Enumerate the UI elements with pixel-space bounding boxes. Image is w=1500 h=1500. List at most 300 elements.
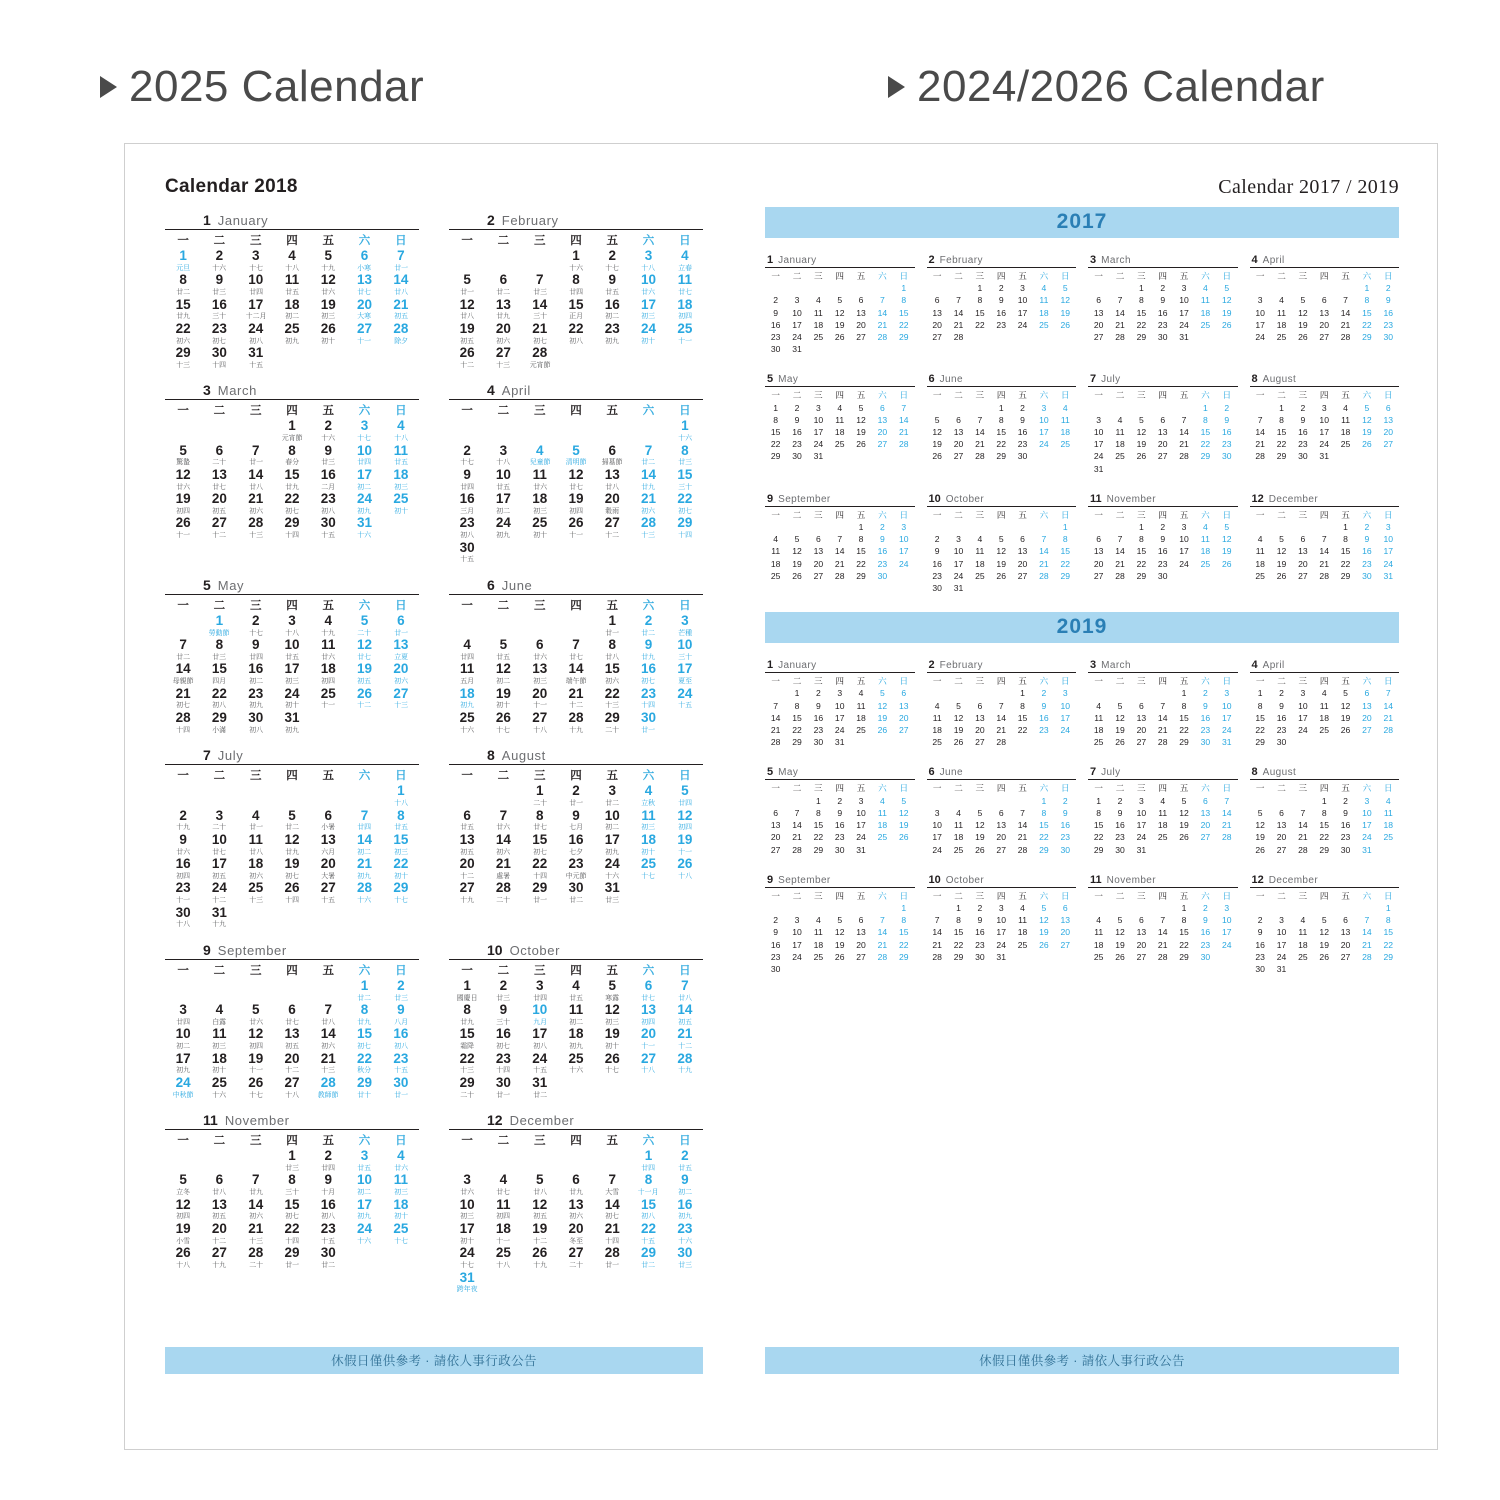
day-cell[interactable]: 7	[880, 915, 885, 926]
day-cell[interactable]: 5	[934, 414, 940, 425]
day-cell[interactable]: 30	[813, 737, 824, 748]
day-cell[interactable]: 25	[1115, 451, 1125, 462]
day-cell[interactable]: 3	[1224, 688, 1230, 699]
day-cell[interactable]	[808, 902, 829, 914]
day-cell[interactable]: 10	[604, 807, 620, 823]
day-cell[interactable]: 16	[1157, 546, 1168, 557]
day-cell[interactable]: 7	[1041, 534, 1047, 545]
day-cell[interactable]: 26	[568, 515, 584, 531]
day-cell[interactable]: 1	[901, 283, 907, 294]
day-cell[interactable]: 9	[1257, 927, 1263, 938]
day-cell[interactable]: 21	[834, 558, 845, 569]
day-cell[interactable]: 6	[998, 807, 1004, 818]
day-cell[interactable]: 18	[813, 939, 824, 950]
day-cell[interactable]: 31	[813, 451, 824, 462]
day-cell[interactable]: 1	[1364, 283, 1370, 294]
day-cell[interactable]	[1055, 582, 1076, 594]
day-cell[interactable]: 28	[1179, 451, 1189, 462]
day-cell[interactable]: 13	[856, 307, 866, 318]
day-cell[interactable]: 9	[934, 546, 940, 557]
day-cell[interactable]: 6	[572, 1172, 580, 1188]
day-cell[interactable]: 19	[1179, 820, 1189, 831]
day-cell[interactable]: 25	[856, 725, 866, 736]
day-cell[interactable]: 7	[1343, 295, 1348, 306]
day-cell[interactable]: 19	[996, 558, 1006, 569]
day-cell[interactable]: 12	[1136, 427, 1147, 438]
day-cell[interactable]: 6	[1321, 295, 1327, 306]
day-cell[interactable]: 20	[975, 725, 985, 736]
day-cell[interactable]: 24	[1017, 319, 1028, 330]
day-cell[interactable]: 8	[794, 700, 800, 711]
day-cell[interactable]: 3	[1041, 402, 1047, 413]
day-cell[interactable]: 24	[1060, 725, 1071, 736]
day-cell[interactable]: 10	[495, 466, 511, 482]
day-cell[interactable]: 24	[1276, 951, 1287, 962]
day-cell[interactable]: 5	[956, 700, 961, 711]
day-cell[interactable]: 29	[856, 570, 866, 581]
day-cell[interactable]: 14	[1362, 927, 1372, 938]
day-cell[interactable]: 30	[393, 1074, 409, 1090]
day-cell[interactable]: 28	[1319, 570, 1329, 581]
day-cell[interactable]: 24	[834, 725, 845, 736]
day-cell[interactable]: 31	[792, 344, 802, 355]
day-cell[interactable]: 1	[998, 402, 1004, 413]
day-cell[interactable]	[872, 282, 893, 294]
day-cell[interactable]: 24	[899, 558, 909, 569]
day-cell[interactable]: 11	[1277, 307, 1286, 318]
day-cell[interactable]: 15	[459, 1026, 475, 1042]
day-cell[interactable]: 8	[1321, 807, 1327, 818]
day-cell[interactable]: 4	[880, 795, 885, 806]
day-cell[interactable]: 28	[568, 709, 584, 725]
day-cell[interactable]: 25	[641, 856, 657, 872]
day-cell[interactable]	[1055, 450, 1076, 462]
day-cell[interactable]: 17	[1383, 546, 1394, 557]
day-cell[interactable]: 23	[320, 1220, 336, 1236]
day-cell[interactable]	[201, 1149, 237, 1163]
day-cell[interactable]	[1335, 963, 1356, 975]
day-cell[interactable]	[927, 902, 948, 914]
day-cell[interactable]: 1	[815, 795, 821, 806]
day-cell[interactable]: 6	[1203, 795, 1208, 806]
day-cell[interactable]	[1109, 402, 1130, 414]
day-cell[interactable]: 30	[1200, 737, 1211, 748]
day-cell[interactable]: 21	[320, 1050, 336, 1066]
day-cell[interactable]	[1314, 902, 1335, 914]
day-cell[interactable]	[829, 902, 850, 914]
day-cell[interactable]: 26	[175, 515, 191, 531]
day-cell[interactable]: 1	[1096, 795, 1102, 806]
day-cell[interactable]	[829, 450, 850, 462]
day-cell[interactable]: 29	[1136, 332, 1147, 343]
day-cell[interactable]: 13	[320, 831, 336, 847]
day-cell[interactable]: 18	[1383, 820, 1394, 831]
day-cell[interactable]: 2	[324, 418, 333, 434]
day-cell[interactable]	[1173, 402, 1194, 414]
day-cell[interactable]: 12	[495, 661, 511, 677]
day-cell[interactable]: 13	[393, 637, 409, 653]
day-cell[interactable]: 12	[834, 927, 845, 938]
day-cell[interactable]	[594, 1271, 630, 1285]
day-cell[interactable]: 7	[1257, 414, 1263, 425]
day-cell[interactable]: 5	[179, 1172, 187, 1188]
day-cell[interactable]: 25	[568, 1050, 584, 1066]
day-cell[interactable]: 10	[1362, 807, 1372, 818]
day-cell[interactable]: 17	[792, 939, 802, 950]
day-cell[interactable]	[165, 1149, 201, 1163]
day-cell[interactable]	[872, 736, 893, 748]
day-cell[interactable]: 24	[175, 1074, 191, 1090]
day-cell[interactable]: 27	[932, 332, 942, 343]
day-cell[interactable]: 7	[977, 414, 983, 425]
day-cell[interactable]: 9	[463, 466, 471, 482]
day-cell[interactable]: 17	[1039, 427, 1049, 438]
day-cell[interactable]: 5	[499, 637, 508, 653]
day-cell[interactable]	[449, 249, 485, 263]
day-cell[interactable]: 5	[1364, 402, 1370, 413]
day-cell[interactable]: 21	[248, 491, 264, 507]
day-cell[interactable]	[201, 419, 237, 433]
day-cell[interactable]: 10	[677, 637, 693, 653]
day-cell[interactable]: 21	[877, 319, 888, 330]
day-cell[interactable]: 10	[899, 534, 909, 545]
day-cell[interactable]	[1335, 282, 1356, 294]
day-cell[interactable]	[1271, 902, 1292, 914]
day-cell[interactable]: 29	[604, 709, 620, 725]
day-cell[interactable]: 7	[1020, 807, 1025, 818]
day-cell[interactable]	[667, 881, 703, 895]
day-cell[interactable]: 9	[1385, 295, 1391, 306]
day-cell[interactable]: 15	[770, 427, 781, 438]
day-cell[interactable]: 8	[608, 637, 617, 653]
day-cell[interactable]: 4	[1321, 688, 1327, 699]
day-cell[interactable]: 1	[288, 1148, 296, 1164]
day-cell[interactable]: 16	[1039, 712, 1049, 723]
day-cell[interactable]: 1	[1062, 522, 1068, 533]
day-cell[interactable]: 3	[1300, 688, 1306, 699]
day-cell[interactable]: 29	[792, 737, 802, 748]
day-cell[interactable]: 15	[813, 820, 824, 831]
day-cell[interactable]: 8	[773, 414, 779, 425]
day-cell[interactable]: 25	[1093, 737, 1104, 748]
day-cell[interactable]: 24	[532, 1050, 548, 1066]
day-cell[interactable]	[310, 346, 346, 360]
day-cell[interactable]: 7	[1321, 534, 1327, 545]
day-cell[interactable]	[667, 1271, 703, 1285]
day-cell[interactable]: 23	[1115, 832, 1125, 843]
day-cell[interactable]	[1152, 687, 1173, 699]
day-cell[interactable]: 21	[175, 685, 191, 701]
day-cell[interactable]	[1314, 736, 1335, 748]
day-cell[interactable]: 7	[681, 977, 689, 993]
day-cell[interactable]: 10	[1136, 807, 1147, 818]
day-cell[interactable]: 12	[248, 1026, 264, 1042]
day-cell[interactable]: 7	[901, 402, 907, 413]
day-cell[interactable]: 23	[770, 951, 781, 962]
day-cell[interactable]: 1	[1343, 522, 1348, 533]
day-cell[interactable]: 21	[877, 939, 888, 950]
day-cell[interactable]: 20	[813, 558, 824, 569]
day-cell[interactable]	[1109, 282, 1130, 294]
day-cell[interactable]: 25	[1255, 570, 1265, 581]
day-cell[interactable]: 2	[1062, 795, 1068, 806]
day-cell[interactable]: 9	[324, 1172, 333, 1188]
day-cell[interactable]: 17	[459, 1220, 475, 1236]
day-cell[interactable]: 6	[644, 977, 653, 993]
day-cell[interactable]: 21	[357, 856, 373, 872]
day-cell[interactable]: 3	[463, 1172, 471, 1188]
day-cell[interactable]	[485, 784, 521, 798]
day-cell[interactable]: 3	[1257, 295, 1263, 306]
day-cell[interactable]: 11	[1158, 807, 1168, 818]
day-cell[interactable]: 6	[901, 688, 907, 699]
day-cell[interactable]	[786, 795, 807, 807]
day-cell[interactable]	[630, 1271, 666, 1285]
day-cell[interactable]: 1	[644, 1148, 653, 1164]
day-cell[interactable]: 5	[1343, 688, 1348, 699]
day-cell[interactable]: 23	[975, 939, 985, 950]
day-cell[interactable]: 2	[1343, 795, 1348, 806]
day-cell[interactable]: 27	[284, 1074, 300, 1090]
day-cell[interactable]: 2	[179, 807, 187, 823]
day-cell[interactable]: 17	[1298, 712, 1308, 723]
day-cell[interactable]: 16	[1298, 427, 1308, 438]
day-cell[interactable]: 17	[813, 427, 824, 438]
day-cell[interactable]: 20	[1060, 927, 1071, 938]
day-cell[interactable]: 16	[1255, 939, 1265, 950]
day-cell[interactable]: 30	[211, 345, 227, 361]
day-cell[interactable]: 22	[996, 439, 1006, 450]
day-cell[interactable]: 6	[1343, 915, 1348, 926]
day-cell[interactable]: 4	[644, 783, 653, 799]
day-cell[interactable]	[765, 687, 786, 699]
day-cell[interactable]: 24	[459, 1245, 475, 1261]
day-cell[interactable]: 24	[813, 439, 824, 450]
day-cell[interactable]: 21	[1383, 712, 1394, 723]
day-cell[interactable]: 5	[324, 248, 333, 263]
day-cell[interactable]	[594, 419, 630, 433]
day-cell[interactable]: 19	[792, 558, 802, 569]
day-cell[interactable]: 22	[1383, 939, 1394, 950]
day-cell[interactable]: 10	[953, 546, 964, 557]
day-cell[interactable]	[893, 343, 914, 355]
day-cell[interactable]: 5	[1138, 414, 1144, 425]
day-cell[interactable]: 14	[1340, 307, 1351, 318]
day-cell[interactable]: 19	[677, 831, 693, 847]
day-cell[interactable]	[165, 979, 201, 993]
day-cell[interactable]: 28	[975, 451, 985, 462]
day-cell[interactable]: 27	[953, 451, 964, 462]
day-cell[interactable]: 19	[1222, 307, 1232, 318]
day-cell[interactable]: 9	[837, 807, 843, 818]
day-cell[interactable]: 2	[251, 612, 260, 628]
day-cell[interactable]	[1292, 902, 1313, 914]
day-cell[interactable]: 21	[792, 832, 802, 843]
day-cell[interactable]: 30	[1298, 451, 1308, 462]
day-cell[interactable]: 14	[953, 307, 964, 318]
day-cell[interactable]: 9	[1160, 295, 1166, 306]
day-cell[interactable]: 9	[251, 637, 260, 653]
day-cell[interactable]: 5	[681, 783, 689, 799]
day-cell[interactable]: 24	[953, 570, 964, 581]
day-cell[interactable]: 14	[996, 712, 1006, 723]
day-cell[interactable]: 27	[996, 844, 1006, 855]
day-cell[interactable]: 11	[321, 637, 336, 653]
day-cell[interactable]: 10	[459, 1196, 475, 1212]
day-cell[interactable]: 7	[1117, 295, 1123, 306]
day-cell[interactable]: 30	[770, 344, 781, 355]
day-cell[interactable]	[1012, 331, 1033, 343]
day-cell[interactable]: 17	[1222, 927, 1232, 938]
day-cell[interactable]: 9	[215, 272, 224, 288]
day-cell[interactable]	[449, 419, 485, 433]
day-cell[interactable]: 15	[211, 661, 227, 677]
day-cell[interactable]	[346, 784, 382, 798]
day-cell[interactable]: 23	[834, 832, 845, 843]
day-cell[interactable]: 10	[1222, 915, 1232, 926]
day-cell[interactable]: 13	[996, 820, 1006, 831]
day-cell[interactable]: 31	[856, 844, 866, 855]
day-cell[interactable]	[1088, 282, 1109, 294]
day-cell[interactable]	[1314, 521, 1335, 533]
day-cell[interactable]: 7	[1160, 915, 1166, 926]
day-cell[interactable]: 20	[1383, 427, 1394, 438]
day-cell[interactable]	[969, 521, 990, 533]
day-cell[interactable]	[808, 282, 829, 294]
day-cell[interactable]: 5	[1117, 915, 1123, 926]
day-cell[interactable]: 30	[1115, 844, 1125, 855]
day-cell[interactable]: 1	[773, 402, 779, 413]
day-cell[interactable]: 8	[572, 272, 580, 288]
day-cell[interactable]: 18	[393, 466, 409, 482]
day-cell[interactable]: 27	[856, 951, 866, 962]
day-cell[interactable]	[630, 346, 666, 360]
day-cell[interactable]	[991, 582, 1012, 594]
day-cell[interactable]: 19	[1060, 307, 1071, 318]
day-cell[interactable]: 26	[357, 685, 373, 701]
day-cell[interactable]: 25	[770, 570, 781, 581]
day-cell[interactable]: 24	[1319, 439, 1329, 450]
day-cell[interactable]: 16	[770, 319, 781, 330]
day-cell[interactable]: 7	[837, 534, 843, 545]
day-cell[interactable]: 13	[1093, 546, 1104, 557]
day-cell[interactable]: 23	[1276, 725, 1287, 736]
day-cell[interactable]: 11	[1094, 927, 1104, 938]
day-cell[interactable]: 10	[1017, 295, 1028, 306]
day-cell[interactable]: 11	[1039, 295, 1049, 306]
day-cell[interactable]: 13	[459, 831, 475, 847]
day-cell[interactable]: 7	[324, 1002, 333, 1018]
day-cell[interactable]: 17	[532, 1026, 548, 1042]
day-cell[interactable]: 22	[770, 439, 781, 450]
day-cell[interactable]	[1173, 463, 1194, 475]
day-cell[interactable]: 23	[1157, 558, 1168, 569]
day-cell[interactable]	[630, 881, 666, 895]
day-cell[interactable]: 28	[953, 332, 964, 343]
day-cell[interactable]: 4	[288, 248, 296, 263]
day-cell[interactable]: 26	[175, 1245, 191, 1261]
day-cell[interactable]: 28	[320, 1074, 336, 1090]
day-cell[interactable]	[558, 1271, 594, 1285]
day-cell[interactable]: 30	[834, 844, 845, 855]
day-cell[interactable]: 10	[792, 927, 802, 938]
day-cell[interactable]: 3	[794, 915, 800, 926]
day-cell[interactable]: 11	[284, 272, 300, 288]
day-cell[interactable]: 11	[856, 700, 866, 711]
day-cell[interactable]: 8	[998, 414, 1004, 425]
day-cell[interactable]: 29	[211, 709, 227, 725]
day-cell[interactable]: 29	[813, 844, 824, 855]
day-cell[interactable]: 23	[495, 1050, 511, 1066]
day-cell[interactable]	[927, 402, 948, 414]
day-cell[interactable]: 1	[288, 418, 296, 434]
day-cell[interactable]	[969, 795, 990, 807]
day-cell[interactable]: 7	[251, 1172, 260, 1188]
day-cell[interactable]	[1271, 795, 1292, 807]
day-cell[interactable]: 12	[1222, 534, 1232, 545]
day-cell[interactable]: 31	[953, 583, 964, 594]
day-cell[interactable]: 2	[1279, 688, 1284, 699]
day-cell[interactable]	[1195, 844, 1216, 856]
day-cell[interactable]: 24	[1255, 332, 1265, 343]
day-cell[interactable]: 8	[463, 1002, 471, 1018]
day-cell[interactable]: 25	[1039, 319, 1049, 330]
day-cell[interactable]: 27	[813, 570, 824, 581]
day-cell[interactable]: 10	[856, 807, 866, 818]
day-cell[interactable]	[969, 687, 990, 699]
day-cell[interactable]: 24	[1179, 319, 1189, 330]
day-cell[interactable]: 27	[899, 725, 909, 736]
day-cell[interactable]	[165, 614, 201, 628]
day-cell[interactable]: 10	[996, 915, 1006, 926]
day-cell[interactable]: 29	[284, 515, 300, 531]
day-cell[interactable]: 4	[397, 1148, 405, 1164]
day-cell[interactable]: 28	[495, 880, 511, 896]
day-cell[interactable]: 11	[248, 831, 263, 847]
day-cell[interactable]: 18	[975, 558, 985, 569]
day-cell[interactable]: 24	[1298, 725, 1308, 736]
day-cell[interactable]: 25	[1200, 319, 1211, 330]
day-cell[interactable]: 20	[1093, 319, 1104, 330]
day-cell[interactable]: 20	[1157, 439, 1168, 450]
day-cell[interactable]: 24	[495, 515, 511, 531]
day-cell[interactable]: 22	[1276, 439, 1287, 450]
day-cell[interactable]: 15	[393, 831, 409, 847]
day-cell[interactable]: 15	[953, 927, 964, 938]
day-cell[interactable]: 15	[284, 1196, 300, 1212]
day-cell[interactable]: 23	[770, 332, 781, 343]
day-cell[interactable]	[274, 346, 310, 360]
day-cell[interactable]	[274, 979, 310, 993]
day-cell[interactable]	[1356, 902, 1377, 914]
day-cell[interactable]: 13	[1200, 807, 1211, 818]
day-cell[interactable]: 12	[677, 807, 693, 823]
day-cell[interactable]	[1250, 902, 1271, 914]
day-cell[interactable]: 19	[357, 661, 373, 677]
day-cell[interactable]: 5	[360, 612, 369, 628]
day-cell[interactable]: 18	[459, 685, 475, 701]
day-cell[interactable]: 17	[1060, 712, 1071, 723]
day-cell[interactable]: 14	[1298, 820, 1308, 831]
day-cell[interactable]	[1173, 570, 1194, 582]
day-cell[interactable]: 11	[677, 272, 692, 288]
day-cell[interactable]	[786, 963, 807, 975]
day-cell[interactable]: 13	[211, 1196, 227, 1212]
day-cell[interactable]: 3	[1224, 902, 1230, 913]
day-cell[interactable]: 13	[357, 272, 373, 288]
day-cell[interactable]: 19	[834, 319, 845, 330]
day-cell[interactable]: 23	[393, 1050, 409, 1066]
